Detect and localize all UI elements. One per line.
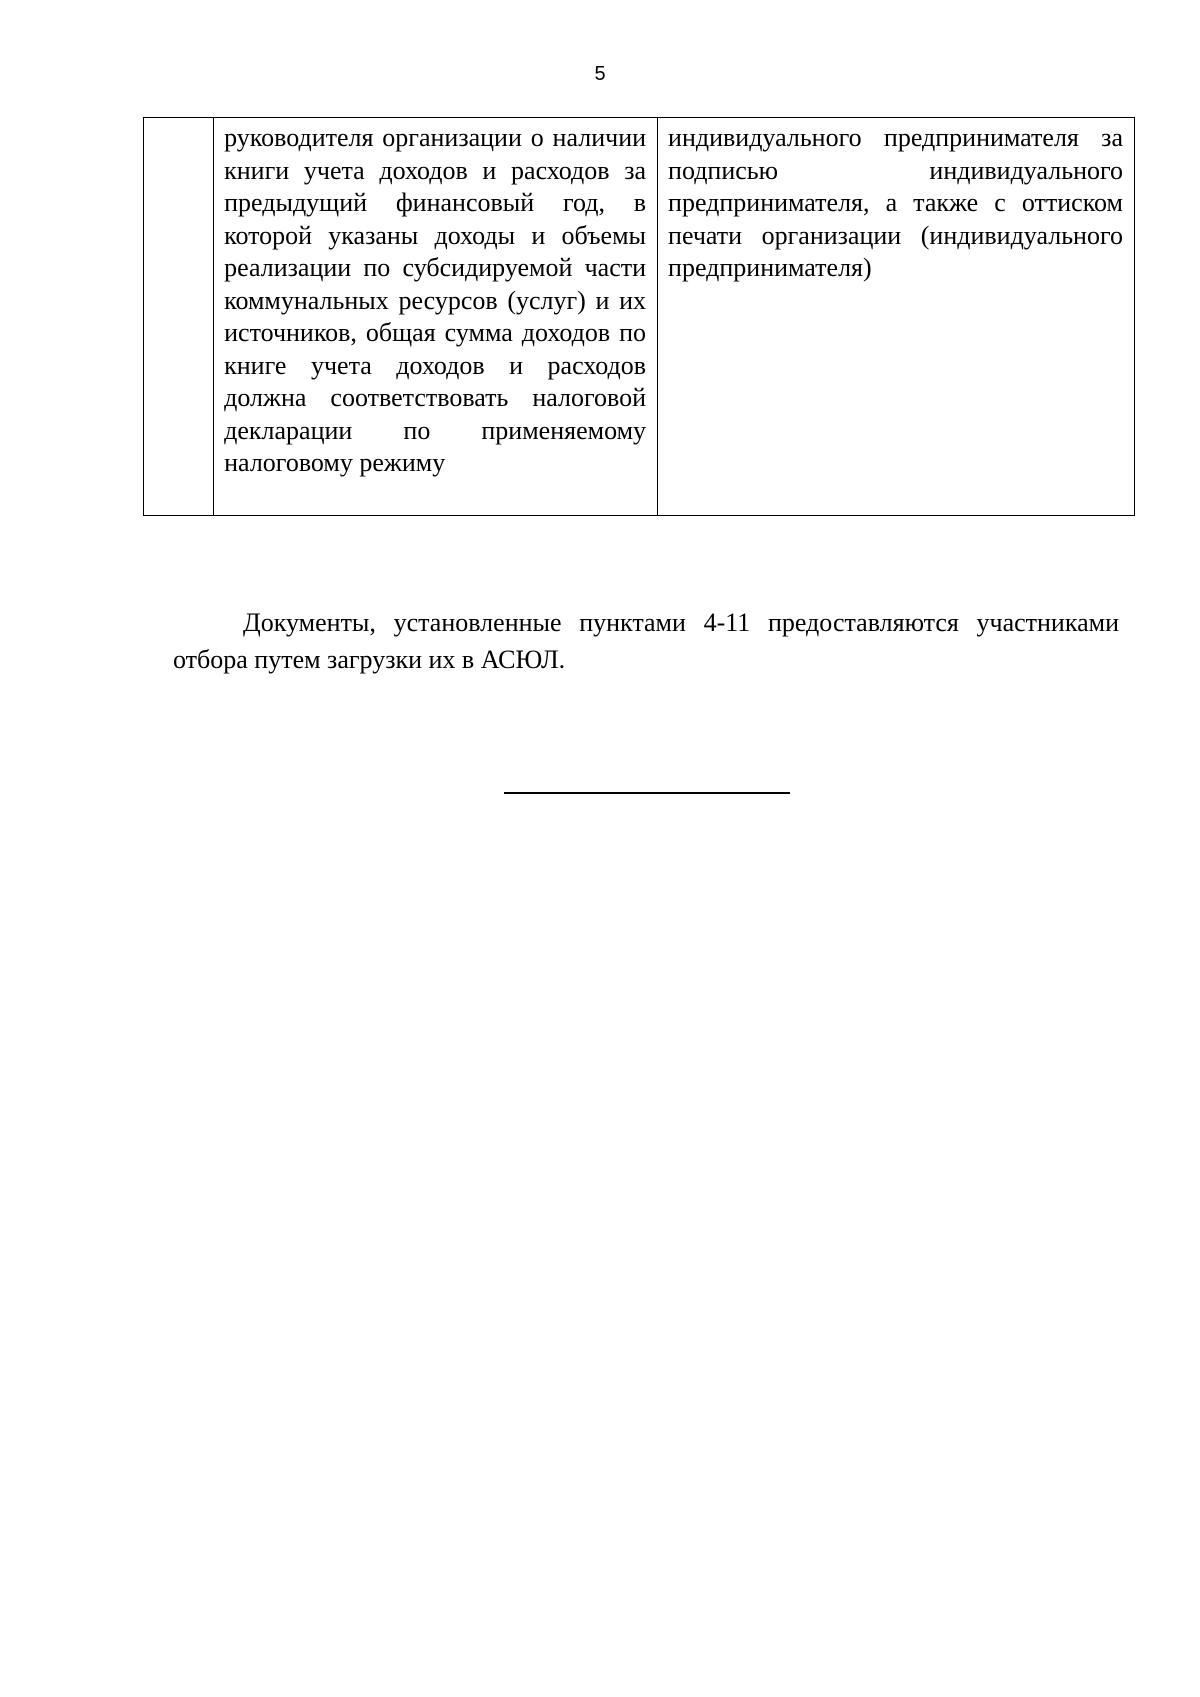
requirement-cell bbox=[214, 118, 658, 516]
row-number-cell bbox=[144, 118, 214, 516]
document-form-text: индивидуального предпринимателя за подписью индивидуального предпринимателя, а также с оттиском печати организации (индивидуального предпринимателя) bbox=[668, 123, 1123, 282]
submission-note: Документы, установленные пунктами 4-11 предоставляются участниками отбора путем загрузки их в АСЮЛ. bbox=[173, 608, 1119, 674]
table-row bbox=[144, 118, 1135, 516]
document-form-cell bbox=[658, 118, 1135, 516]
row-number bbox=[144, 118, 213, 124]
requirements-table bbox=[143, 117, 1135, 516]
requirement-text: руководителя организации о наличии книги учета доходов и расходов за предыдущий финансовый год, в которой указаны доходы и объемы реализации по субсидируемой части коммунальных ресурсов (услуг) и их источников, общая сумма доходов по книге учета доходов и расходов должна соответствовать налоговой декларации по применяемому налоговому режиму bbox=[224, 123, 647, 477]
page-number: 5 bbox=[594, 63, 606, 85]
end-divider-line bbox=[504, 792, 790, 794]
